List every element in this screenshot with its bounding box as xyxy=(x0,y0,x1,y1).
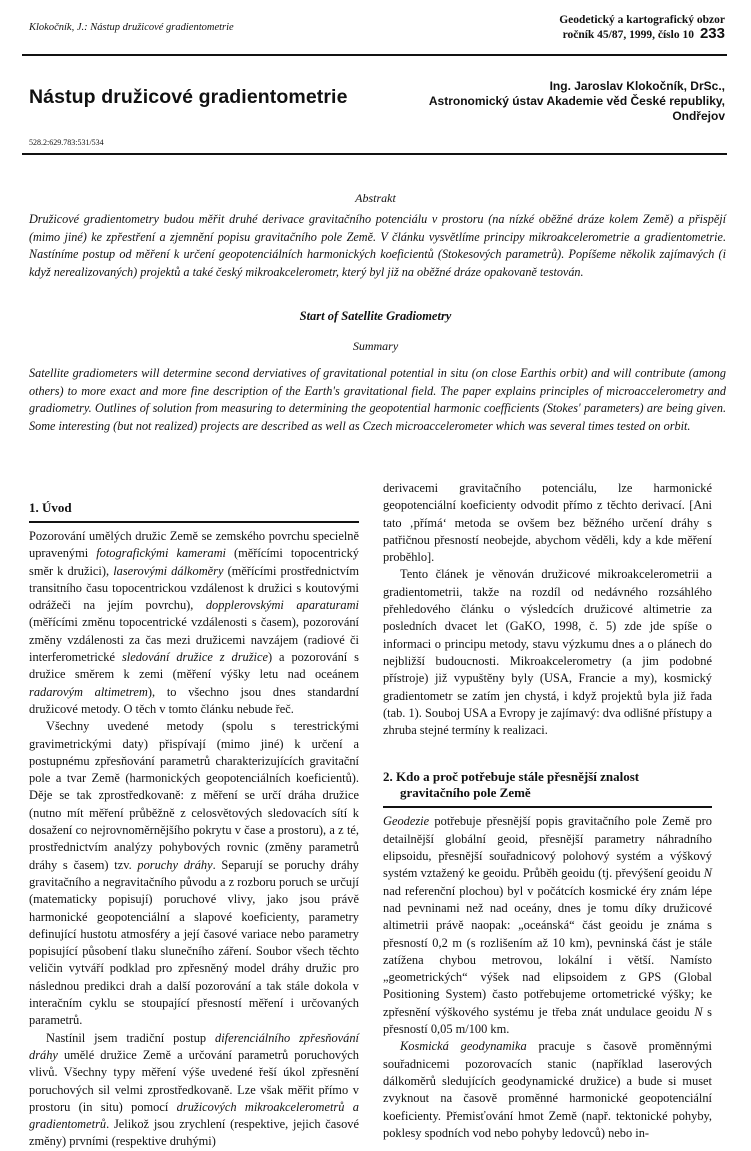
title-rule xyxy=(22,153,727,155)
paragraph: Geodezie potřebuje přesnější popis gravitačního pole Země pro detailnější globální geoid, přesnější parametry náhradního elipsoidu, přesnější souřadnicový polohový systém a výškový systém vztažený ke geoidu. Průběh geoidu (tj. převýšení geoidu N nad referenční plochou) byl v počátcích kosmické éry znám lépe nad pevninami než nad oceány, dnes je tomu díky družicové altimetrii právě naopak: „oceánská“ část geoidu je známa s přesností 0,2 m (s rozlišením až 10 km), pevninská část je stále zatížena chybou metrovou, lokální i větší. Namísto „geometrických“ výšek nad elipsoidem z GPS (Global Positioning System) často potřebujeme ortometrické výšky; ke zpřesnění výškového systému je třeba znát undulace geoidu N s přesností 0,05 m/100 km. xyxy=(383,814,712,1037)
paragraph: Tento článek je věnován družicové mikroakcelerometrii a gradientometrii, takže na rozdíl od nedávného rozsáhlého přehledového článku o výsledcích družicové altimetrie za posledních dvacet let (GaKO, 1998, č. 5) zde jde spíše o informaci o principu metody, stavu výzkumu dnes a o plánech do nejbližší budoucnosti. Mikroakcelerometry (a jim podobné přístroje) již vypuštěny byly (USA, Francie a my), kosmický gradientometr se zatím jen chystá, i když projektů byla již řada (tab. 1). Souboj USA a Evropy je zajímavý: dva odlišné přístupy a zhruba stejné termíny k realizaci. xyxy=(383,567,712,738)
journal-name: Geodetický a kartografický obzor xyxy=(559,14,725,26)
header-rule xyxy=(22,54,727,56)
author-location: Ondřejov xyxy=(672,109,725,123)
running-title: Klokočník, J.: Nástup družicové gradientometrie xyxy=(29,22,234,33)
paragraph: derivacemi gravitačního potenciálu, lze harmonické geopotenciální koeficienty odvodit přímo z těchto derivací. [Ani tato ‚přímá‘ metoda se ovšem bez běžného určení dráhy s patřičnou přesností neobejde, abychom věděli, kdy a kde měření proběhlo]. xyxy=(383,481,712,565)
article-title: Nástup družicové gradientometrie xyxy=(29,86,348,108)
journal-volume-line xyxy=(559,27,725,42)
paragraph: Nastínil jsem tradiční postup diferenciálního zpřesňování dráhy umělé družice Země a určování parametrů poruchových vlivů. Všechny typy měření výše uvedené řeší úkol zpřesnění poruchových sil velmi zprostředkovaně. Lze však měřit přímo v prostoru (in situ) pomocí družicových mikroakcelerometrů a gradientometrů. Jelikož jsou zrychlení (respektive, jejich časové změny) prvními (respektive druhými) xyxy=(29,1030,359,1149)
abstract-text: Družicové gradientometry budou měřit druhé derivace gravitačního potenciálu v prostoru (na nízké oběžné dráze kolem Země) a přispějí (mimo jiné) ke zpřestření a zjemnění popisu gravitačního pole Země. V článku vysvětlíme principy mikroakcelerometrie a gradientometrie. Nastíníme postup od měření k určení geopotenciálních harmonických koeficientů (Stokesových parametrů). Popíšeme několik zajímavých (i když nerealizovaných) projektů a také český mikroakcelerometr, který byl již na oběžné dráze opakovaně testován. xyxy=(29,212,726,279)
journal-volume: ročník 45/87, 1999, číslo 10 xyxy=(562,29,694,41)
udc-code: 528.2:629.783:531/534 xyxy=(29,138,104,147)
english-title: Start of Satellite Gradiometry xyxy=(299,309,452,323)
summary-heading: Summary xyxy=(352,339,399,353)
paragraph: Kosmická geodynamika pracuje s časově proměnnými souřadnicemi pozorovacích stanic (například laserových dálkoměrů sledujících geodynamické družice) a bude si muset zvyknout na časově proměnné harmonické geopotenciální koeficienty. Přemisťování hmot Země (např. tektonické pohyby, poklesy spodních vod nebo pohyby ledovců) nebo in- xyxy=(383,1039,713,1140)
author-affiliation: Astronomický ústav Akademie věd České republiky, xyxy=(428,94,725,108)
abstract-heading: Abstrakt xyxy=(355,191,396,205)
summary-text: Satellite gradiometers will determine second derviatives of gravitational potential in situ (on close Earthis orbit) and will contribute (among others) to more exact and more fine description of the Earth's gravitational field. The paper explains principles of microaccelerometry and gradiometry. Outlines of solution from measuring to determining the geopotential harmonic coefficients (Stokes' parameters) are being given. Some interesting (but not realized) projects are described as well as Czech microaccelerometer which was several times tested on orbit. xyxy=(29,366,726,433)
paragraph: Všechny uvedené metody (spolu s terestrickými gravimetrickými daty) přispívají (mimo jiné) k určení a postupnému zpřesňování parametrů charakterizujících gravitační pole a tvar Země (harmonických geopotenciálních koeficientů). Děje se tak zprostředkovaně: z měření se určí dráha družice (nutno mít měření průběžně z celosvětových sledovacích sítí k dosažení co nejrovnoměrnějšího pokrytu v čase a prostoru), a z té, prostřednictvím analýzy pohybových rovnic (změny parametrů dráhy s časem) tzv. poruchy dráhy. Separují se poruchy dráhy gravitačního a negravitačního původu a z rozboru poruch se určují (matematicky popisují) poruchové vlivy, jako jsou právě harmonické geopotenciální a slapové koeficienty, parametry definující hustotu atmosféry a její časové variace nebo parametry popisující působení tlaku slunečního záření. Soubor všech těchto veličin vytváří podklad pro zpřesněný model dráhy družic pro následnou predikci drah a další pozorování a tak stále dokola v interačním cyklu se stoupající přesností měření i určovaných parametrů. xyxy=(29,719,359,1028)
page-number: 233 xyxy=(699,25,725,42)
paragraph: Pozorování umělých družic Země se zemského povrchu specielně upravenými fotografickými kamerami (měřícími topocentrický směr k družici), laserovými dálkoměry (měřícími prostřednictvím transitního času topocentrickou vzdálenost k družici s koutovými odrážeči na jejím povrchu), dopplerovskými aparaturami (měřícími změnu topocentrické vzdálenosti s časem), pozorování změny vzdálenosti za čas mezi družicemi navzájem (radiové či interferometrické sledování družice z družice) a pozorování s družice směrem k zemi (měření výšky letu nad oceánem radarovým altimetrem), to všechno jsou dnes standardní družicové metody. O těch v tomto článku nebude řeč. xyxy=(29,529,359,716)
author-name: Ing. Jaroslav Klokočník, DrSc., xyxy=(549,79,725,93)
section-2-heading: 2. Kdo a proč potřebuje stále přesnější znalost gravitačního pole Země xyxy=(383,769,712,808)
left-column xyxy=(29,500,359,1151)
right-column xyxy=(383,480,712,1142)
journal-info xyxy=(559,14,725,42)
section-1-heading: 1. Úvod xyxy=(29,500,359,523)
author-block xyxy=(429,79,725,124)
